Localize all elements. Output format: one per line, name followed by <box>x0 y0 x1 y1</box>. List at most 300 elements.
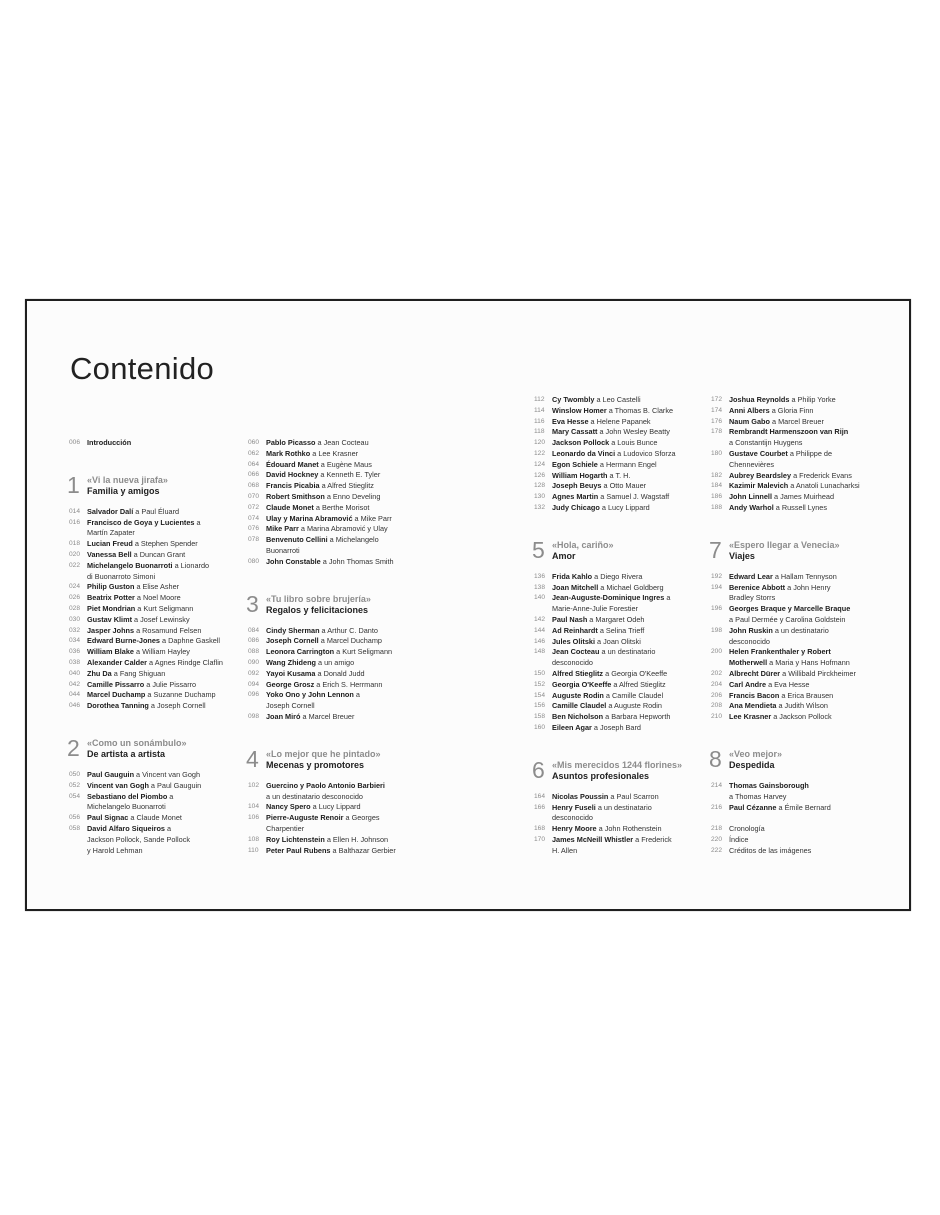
toc-entry[interactable] <box>69 658 241 669</box>
entry-text <box>729 824 889 835</box>
entry-text <box>729 626 889 637</box>
toc-entry[interactable] <box>711 712 889 723</box>
toc-entry[interactable] <box>69 792 241 803</box>
entry-text <box>552 637 704 648</box>
entry-text <box>729 572 889 583</box>
toc-entry[interactable] <box>534 691 704 702</box>
section-title: Viajes <box>729 550 755 561</box>
entry-text <box>729 427 889 438</box>
toc-entry[interactable] <box>69 550 241 561</box>
toc-entry[interactable] <box>248 802 420 813</box>
letter-recipient: a Lucy Lippard <box>310 802 361 812</box>
toc-entry[interactable] <box>534 835 704 846</box>
letter-author: Vincent van Gogh <box>87 780 149 790</box>
letter-author: Eileen Agar <box>552 722 592 732</box>
toc-entry[interactable] <box>534 471 704 482</box>
letter-author: Henry Moore <box>552 824 597 834</box>
letter-recipient: a un destinatario <box>599 647 656 657</box>
toc-entry[interactable] <box>534 846 704 857</box>
toc-entry[interactable] <box>69 701 241 712</box>
entry-text <box>266 824 420 835</box>
toc-entry[interactable] <box>248 524 420 535</box>
toc-entry[interactable] <box>248 781 420 792</box>
toc-entry[interactable] <box>711 813 889 824</box>
page-number: 058 <box>69 824 81 832</box>
page-number: 186 <box>711 493 723 501</box>
section-quote: «Mis merecidos 1244 florines» <box>552 759 683 770</box>
page-number: 196 <box>711 605 723 613</box>
toc-entry[interactable] <box>248 680 420 691</box>
toc-entry[interactable] <box>248 470 420 481</box>
letter-recipient: Créditos de las imágenes <box>729 845 812 855</box>
letter-recipient: a Jean Cocteau <box>315 438 369 447</box>
page-number: 150 <box>534 669 546 677</box>
toc-entry[interactable] <box>248 514 420 525</box>
toc-entry[interactable] <box>711 803 889 814</box>
letter-recipient: a John Rothenstein <box>596 824 662 834</box>
toc-entry[interactable] <box>711 604 889 615</box>
toc-entry[interactable] <box>534 723 704 734</box>
toc-entry[interactable] <box>248 438 420 449</box>
section-quote: «Lo mejor que he pintado» <box>266 748 381 759</box>
letter-author: Benvenuto Cellini <box>266 535 328 545</box>
section-title: Familia y amigos <box>87 485 160 496</box>
toc-entry[interactable] <box>711 792 889 803</box>
entry-text <box>266 535 420 546</box>
letter-author: Alfred Stieglitz <box>552 668 604 678</box>
letter-author: Édouard Manet <box>266 459 319 469</box>
letter-author: Wang Zhideng <box>266 657 316 667</box>
letter-recipient: a Marcel Duchamp <box>318 636 382 646</box>
toc-entry[interactable] <box>711 503 889 514</box>
toc-entry[interactable] <box>534 503 704 514</box>
letter-author: Nancy Spero <box>266 802 311 812</box>
letter-recipient: a James Muirhead <box>771 492 835 502</box>
entry-text <box>87 626 241 637</box>
toc-entry[interactable] <box>534 792 704 803</box>
letter-recipient: H. Allen <box>552 845 578 855</box>
page-number: 064 <box>248 460 260 468</box>
toc-entry[interactable] <box>248 701 420 712</box>
toc-entry[interactable] <box>711 481 889 492</box>
toc-entry[interactable] <box>711 680 889 691</box>
toc-entry[interactable] <box>69 507 241 518</box>
section-3 <box>246 590 420 723</box>
toc-entry[interactable] <box>711 572 889 583</box>
toc-entry[interactable] <box>534 701 704 712</box>
page-number: 156 <box>534 702 546 710</box>
toc-entry[interactable] <box>69 824 241 835</box>
letter-recipient: a John Henry <box>785 582 831 592</box>
page-number: 084 <box>248 626 260 634</box>
letter-recipient: a Donald Judd <box>315 668 365 678</box>
letter-recipient: a <box>194 517 201 527</box>
entry-text <box>87 438 241 449</box>
toc-entry[interactable] <box>248 647 420 658</box>
toc-entry[interactable] <box>69 539 241 550</box>
entry-text <box>87 636 241 647</box>
letter-author: Jasper Johns <box>87 625 135 635</box>
letter-author: James McNeill Whistler <box>552 834 634 844</box>
letter-author: William Hogarth <box>552 470 608 480</box>
toc-entry[interactable] <box>248 712 420 723</box>
entry-text <box>266 636 420 647</box>
section-header <box>709 536 889 564</box>
entry-text <box>87 781 241 792</box>
page-number: 220 <box>711 835 723 843</box>
page-number: 176 <box>711 417 723 425</box>
toc-entry[interactable] <box>711 406 889 417</box>
toc-entry[interactable] <box>248 658 420 669</box>
toc-entry[interactable] <box>711 637 889 648</box>
letter-author: Mike Parr <box>266 524 299 534</box>
letter-author: Henry Fuseli <box>552 802 596 812</box>
letter-recipient: a Mike Parr <box>352 513 392 523</box>
toc-entry[interactable] <box>711 583 889 594</box>
letter-author: Jackson Pollock <box>552 438 610 448</box>
entry-text <box>266 701 420 712</box>
letter-author: Peter Paul Rubens <box>266 845 331 855</box>
entry-text <box>87 701 241 712</box>
page-number: 214 <box>711 781 723 789</box>
toc-entry[interactable] <box>248 503 420 514</box>
toc-entry[interactable] <box>534 427 704 438</box>
toc-entry[interactable] <box>534 712 704 723</box>
toc-entry[interactable] <box>248 492 420 503</box>
letter-recipient: a Thomas B. Clarke <box>606 405 674 415</box>
toc-entry[interactable] <box>69 615 241 626</box>
section-title: De artista a artista <box>87 748 166 759</box>
letter-recipient: a Otto Mauer <box>601 481 647 491</box>
section-8 <box>709 745 889 857</box>
letter-recipient: a un destinatario <box>595 802 652 812</box>
toc-entry[interactable] <box>711 626 889 637</box>
entry-text <box>266 835 420 846</box>
letter-author: Salvador Dalí <box>87 506 134 516</box>
toc-entry[interactable] <box>711 460 889 471</box>
entry-text <box>729 615 889 626</box>
letter-author: Lee Krasner <box>729 712 772 722</box>
page-number: 138 <box>534 583 546 591</box>
section-6 <box>532 756 704 857</box>
letter-author: Albrecht Dürer <box>729 668 781 678</box>
letter-author: Mark Rothko <box>266 448 311 458</box>
toc-entry[interactable] <box>711 647 889 658</box>
letter-author: David Hockney <box>266 470 319 480</box>
toc-entry[interactable] <box>248 669 420 680</box>
toc-entry[interactable] <box>248 535 420 546</box>
toc-entry[interactable] <box>69 781 241 792</box>
letter-author: Yoko Ono y John Lennon <box>266 690 354 700</box>
section-number: 2 <box>67 734 80 761</box>
toc-entry[interactable] <box>534 417 704 428</box>
toc-entry[interactable] <box>711 438 889 449</box>
letter-author: Agnes Martin <box>552 492 599 502</box>
toc-entry[interactable] <box>69 802 241 813</box>
letter-recipient: a Michelangelo <box>327 535 379 545</box>
page-number: 132 <box>534 503 546 511</box>
entry-text <box>552 492 704 503</box>
toc-entry[interactable] <box>248 460 420 471</box>
letter-author: Naum Gabo <box>729 416 770 426</box>
toc-entry[interactable] <box>534 604 704 615</box>
entry-text <box>87 802 241 813</box>
toc-entry[interactable] <box>248 792 420 803</box>
section-5 <box>532 536 704 734</box>
toc-entry[interactable] <box>534 658 704 669</box>
page-number: 018 <box>69 540 81 548</box>
toc-entry[interactable] <box>534 824 704 835</box>
letter-author: Zhu Da <box>87 668 112 678</box>
letter-recipient: Joseph Cornell <box>266 701 315 711</box>
toc-entry[interactable] <box>248 546 420 557</box>
toc-entry[interactable] <box>534 438 704 449</box>
toc-entry[interactable] <box>711 449 889 460</box>
toc-entry[interactable] <box>69 582 241 593</box>
entry-text <box>552 406 704 417</box>
entry-text <box>266 712 420 723</box>
letter-author: Paul Cézanne <box>729 802 777 812</box>
toc-entry[interactable] <box>711 846 889 857</box>
entry-text <box>552 427 704 438</box>
toc-entry[interactable] <box>711 492 889 503</box>
toc-section <box>711 395 889 514</box>
toc-entry[interactable] <box>534 615 704 626</box>
entry-text <box>266 647 420 658</box>
entry-text <box>729 593 889 604</box>
section-title: Mecenas y promotores <box>266 759 365 770</box>
letter-recipient: a Georges <box>343 813 380 823</box>
toc-entry[interactable] <box>69 835 241 846</box>
letter-author: Winslow Homer <box>552 405 607 415</box>
toc-entry[interactable] <box>69 669 241 680</box>
letter-author: Sebastiano del Piombo <box>87 791 168 801</box>
toc-entry[interactable] <box>69 770 241 781</box>
toc-entry[interactable] <box>711 669 889 680</box>
letter-recipient: a Rosamund Felsen <box>134 625 202 635</box>
toc-entry[interactable] <box>711 658 889 669</box>
toc-entry[interactable] <box>534 492 704 503</box>
letter-author: Andy Warhol <box>729 502 774 512</box>
letter-recipient: a Stephen Spender <box>132 539 198 549</box>
page-number: 030 <box>69 615 81 623</box>
letter-author: Paul Signac <box>87 813 129 823</box>
entry-text <box>729 781 889 792</box>
letter-recipient: a Julie Pissarro <box>144 679 197 689</box>
letter-author: Paul Nash <box>552 614 588 624</box>
toc-entry[interactable] <box>711 835 889 846</box>
letter-recipient: a Joan Olitski <box>595 636 641 646</box>
entry-text <box>87 539 241 550</box>
section-header <box>709 745 889 773</box>
letter-recipient: a Lionardo <box>172 560 210 570</box>
toc-entry[interactable] <box>69 647 241 658</box>
page-number: 144 <box>534 626 546 634</box>
entry-text <box>266 438 420 449</box>
toc-entry[interactable] <box>534 647 704 658</box>
letter-author: Eva Hesse <box>552 416 589 426</box>
page-number: 038 <box>69 658 81 666</box>
toc-entry[interactable] <box>534 395 704 406</box>
letter-recipient: a T. H. <box>607 470 631 480</box>
toc-entry[interactable] <box>534 583 704 594</box>
letter-recipient: a Gloria Finn <box>769 405 814 415</box>
letter-recipient: Bradley Storrs <box>729 593 776 603</box>
letter-author: Joseph Beuys <box>552 481 602 491</box>
toc-entry[interactable] <box>248 835 420 846</box>
entry-text <box>552 572 704 583</box>
toc-entry[interactable] <box>711 691 889 702</box>
entry-text <box>552 792 704 803</box>
letter-author: George Grosz <box>266 679 315 689</box>
toc-entry[interactable] <box>711 781 889 792</box>
page-number: 046 <box>69 702 81 710</box>
toc-entry[interactable] <box>711 615 889 626</box>
toc-entry[interactable] <box>711 427 889 438</box>
toc-entry[interactable] <box>248 449 420 460</box>
toc-entry[interactable] <box>248 846 420 857</box>
toc-entry[interactable] <box>248 481 420 492</box>
entry-text <box>729 395 889 406</box>
toc-entry[interactable] <box>711 701 889 712</box>
entry-text <box>266 460 420 471</box>
letter-author: Gustav Klimt <box>87 614 133 624</box>
toc-entry[interactable] <box>69 846 241 857</box>
section-title: Asuntos profesionales <box>552 770 650 781</box>
toc-entry[interactable] <box>248 813 420 824</box>
section-quote: «Espero llegar a Venecia» <box>729 539 840 550</box>
page-number: 014 <box>69 507 81 515</box>
letter-recipient: a Frederick <box>633 834 672 844</box>
letter-author: Mary Cassatt <box>552 427 598 437</box>
toc-entry[interactable] <box>248 557 420 568</box>
entry-text <box>729 701 889 712</box>
letter-recipient: a Thomas Harvey <box>729 791 787 801</box>
toc-entry[interactable] <box>534 449 704 460</box>
letter-author: Introducción <box>87 438 132 447</box>
entry-text <box>729 803 889 814</box>
letter-author: Georgia O'Keeffe <box>552 679 612 689</box>
toc-entry[interactable] <box>534 572 704 583</box>
page-number: 172 <box>711 396 723 403</box>
toc-entry[interactable] <box>534 626 704 637</box>
toc-entry[interactable] <box>69 813 241 824</box>
letter-author: Helen Frankenthaler y Robert <box>729 647 831 657</box>
letter-author: Piet Mondrian <box>87 603 136 613</box>
section-number: 6 <box>532 756 545 783</box>
page-number: 088 <box>248 648 260 656</box>
toc-entry[interactable] <box>534 637 704 648</box>
toc-entry[interactable] <box>69 593 241 604</box>
page-number: 062 <box>248 449 260 457</box>
letter-recipient: a Berthe Morisot <box>313 502 370 512</box>
toc-entry[interactable] <box>534 406 704 417</box>
letter-recipient: a Philippe de <box>787 448 833 458</box>
entry-text <box>552 438 704 449</box>
toc-entry[interactable] <box>534 669 704 680</box>
toc-entry[interactable] <box>69 636 241 647</box>
page-number: 068 <box>248 482 260 490</box>
book-page <box>25 299 911 911</box>
entry-text <box>87 593 241 604</box>
entry-text <box>266 514 420 525</box>
page-number: 148 <box>534 648 546 656</box>
toc-entry[interactable] <box>69 604 241 615</box>
toc-entry[interactable] <box>534 803 704 814</box>
toc-entry[interactable] <box>69 572 241 583</box>
toc-entry[interactable] <box>69 518 241 529</box>
letter-author: Edward Lear <box>729 571 773 581</box>
toc-entry[interactable] <box>534 593 704 604</box>
toc-entry[interactable] <box>248 824 420 835</box>
letter-recipient: a Ludovico Sforza <box>615 448 676 458</box>
letter-author: John Linnell <box>729 492 772 502</box>
toc-entry[interactable] <box>534 813 704 824</box>
toc-entry[interactable] <box>69 528 241 539</box>
toc-entry[interactable] <box>248 690 420 701</box>
entry-text <box>729 438 889 449</box>
letter-author: Dorothea Tanning <box>87 701 149 711</box>
entry-text <box>87 680 241 691</box>
entry-text <box>552 604 704 615</box>
letter-author: Jean-Auguste-Dominique Ingres <box>552 593 665 603</box>
letter-author: Thomas Gainsborough <box>729 780 809 790</box>
toc-entry[interactable] <box>248 636 420 647</box>
toc-entry[interactable] <box>69 690 241 701</box>
letter-author: Camille Claudel <box>552 701 607 711</box>
letter-recipient: a Anatoli Lunacharksi <box>788 481 860 491</box>
toc-entry[interactable] <box>534 460 704 471</box>
letter-recipient: a Helene Papanek <box>588 416 651 426</box>
letter-author: John Constable <box>266 556 321 566</box>
toc-entry[interactable] <box>711 395 889 406</box>
letter-recipient: a Marina Abramović y Ulay <box>298 524 388 534</box>
entry-text <box>552 723 704 734</box>
page-number: 122 <box>534 449 546 457</box>
page-number: 040 <box>69 669 81 677</box>
toc-entry[interactable] <box>534 680 704 691</box>
page-number: 022 <box>69 561 81 569</box>
toc-entry[interactable] <box>711 471 889 482</box>
toc-entry[interactable] <box>69 626 241 637</box>
entry-text <box>266 781 420 792</box>
toc-entry[interactable] <box>69 438 241 449</box>
toc-entry[interactable] <box>711 824 889 835</box>
page-title: Contenido <box>70 351 215 386</box>
toc-entry[interactable] <box>711 417 889 428</box>
page-number: 042 <box>69 680 81 688</box>
letter-recipient: a Louis Bunce <box>609 438 658 448</box>
entry-text <box>266 503 420 514</box>
toc-entry[interactable] <box>534 481 704 492</box>
entry-text <box>266 680 420 691</box>
letter-recipient: di Buonarroto Simoni <box>87 571 156 581</box>
page-number: 128 <box>534 482 546 490</box>
letter-author: Marcel Duchamp <box>87 690 146 700</box>
page-number: 034 <box>69 637 81 645</box>
toc-entry[interactable] <box>69 561 241 572</box>
entry-text <box>729 471 889 482</box>
toc-entry[interactable] <box>69 680 241 691</box>
section-7 <box>709 536 889 723</box>
entry-text <box>552 658 704 669</box>
section-quote: «Tu libro sobre brujería» <box>266 593 371 604</box>
letter-recipient: a Fang Shiguan <box>111 668 166 678</box>
section-header <box>246 745 420 773</box>
toc-entry[interactable] <box>248 626 420 637</box>
entry-text <box>729 481 889 492</box>
toc-entry[interactable] <box>711 593 889 604</box>
